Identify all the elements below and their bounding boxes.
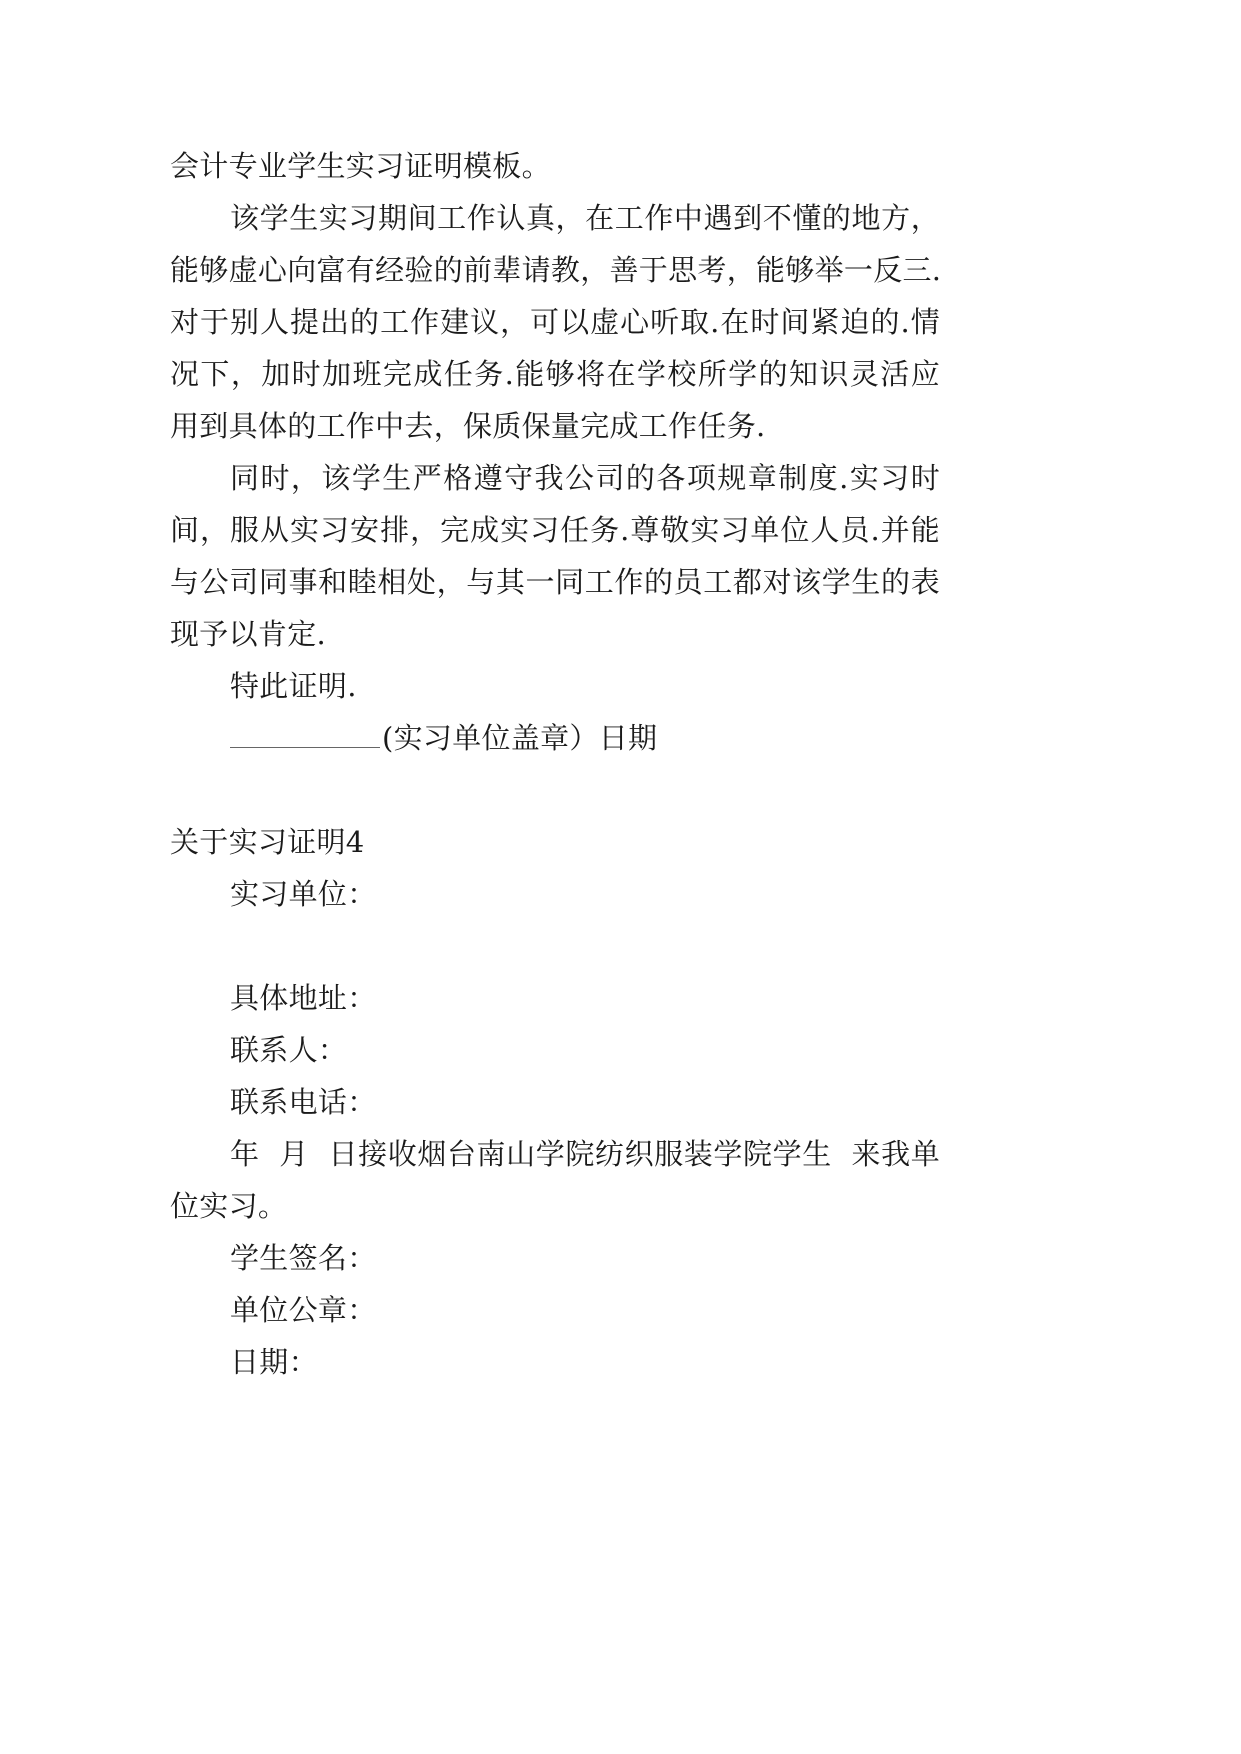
paragraph-line: 对于别人提出的工作建议，可以虚心听取.在时间紧迫的.情	[170, 305, 940, 339]
paragraph-line: 现予以肯定.	[170, 617, 327, 651]
section-title: 关于实习证明4	[170, 825, 365, 859]
paragraph-line: 特此证明.	[230, 669, 357, 703]
field-label: 单位公章：	[230, 1293, 377, 1327]
paragraph-line: 间，服从实习安排，完成实习任务.尊敬实习单位人员.并能	[170, 513, 940, 547]
paragraph-line: 位实习。	[170, 1189, 288, 1223]
field-label: 实习单位：	[230, 877, 377, 911]
seal-line	[230, 718, 657, 758]
seal-label: (实习单位盖章）日期	[382, 721, 658, 755]
paragraph-line: 与公司同事和睦相处，与其一同工作的员工都对该学生的表	[170, 565, 940, 599]
paragraph-line: 会计专业学生实习证明模板。	[170, 149, 551, 183]
paragraph-line: 年 月 日接收烟台南山学院纺织服装学院学生 来我单	[230, 1137, 940, 1171]
paragraph-line: 用到具体的工作中去，保质保量完成工作任务.	[170, 409, 766, 443]
field-label: 具体地址：	[230, 981, 377, 1015]
field-label: 日期：	[230, 1345, 318, 1379]
paragraph-line: 况下，加时加班完成任务.能够将在学校所学的知识灵活应	[170, 357, 940, 391]
field-label: 联系电话：	[230, 1085, 377, 1119]
signature-blank	[230, 725, 380, 748]
field-label: 学生签名：	[230, 1241, 377, 1275]
field-label: 联系人：	[230, 1033, 348, 1067]
paragraph-line: 该学生实习期间工作认真，在工作中遇到不懂的地方，	[230, 201, 940, 235]
paragraph-line: 同时，该学生严格遵守我公司的各项规章制度.实习时	[230, 461, 940, 495]
paragraph-line: 能够虚心向富有经验的前辈请教，善于思考，能够举一反三.	[170, 253, 942, 287]
